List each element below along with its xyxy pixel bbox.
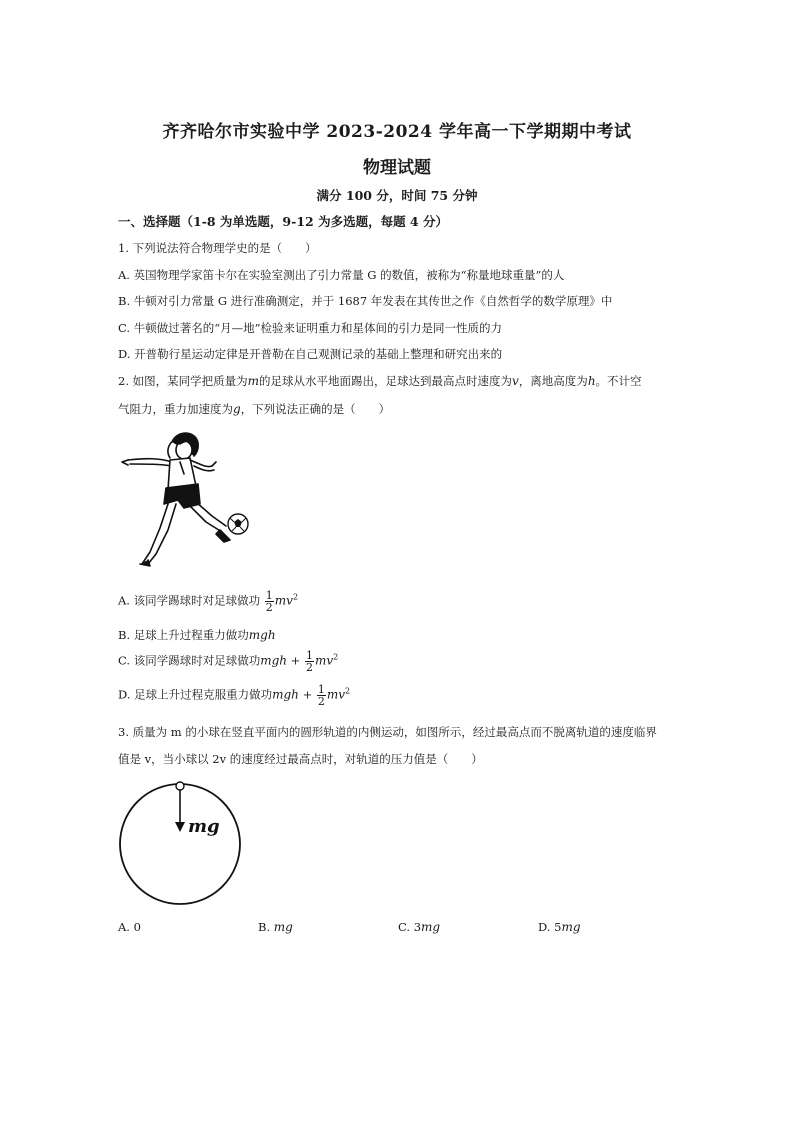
q1-option-d: D. 开普勒行星运动定律是开普勒在自己观测记录的基础上整理和研究出来的 xyxy=(118,347,503,361)
arrow-head-icon xyxy=(175,822,185,832)
q1-option-c: C. 牛顿做过著名的“月—地”检验来证明重力和星体间的引力是同一性质的力 xyxy=(118,321,502,335)
figure-label-mg: mg xyxy=(188,816,220,837)
soccer-ball-icon xyxy=(228,514,248,534)
fraction: $\frac{1}{2}$ xyxy=(305,649,313,674)
exam-meta: 满分 100 分，时间 75 分钟 xyxy=(316,188,478,203)
fraction: $\frac{1}{2}$ xyxy=(317,683,325,708)
circular-track-figure xyxy=(116,780,248,908)
q3-stem-line2: 值是 v，当小球以 2v 的速度经过最高点时，对轨道的压力值是（ ） xyxy=(118,752,483,766)
q3-choice-c: C. 3mg xyxy=(398,920,441,934)
q3-choice-a: A. 0 xyxy=(118,920,141,934)
q2-stem-line2: 气阻力，重力加速度为g，下列说法正确的是（ ） xyxy=(118,402,391,416)
q3-choice-b: B. mg xyxy=(258,920,293,934)
q1-option-b: B. 牛顿对引力常量 G 进行准确测定，并于 1687 年发表在其传世之作《自然哲学的数学原理》中 xyxy=(118,294,613,308)
exam-title: 齐齐哈尔市实验中学 2023-2024 学年高一下学期期中考试 xyxy=(162,122,632,142)
q2-option-a: A. 该同学踢球时对足球做功 $\frac{1}{2}$ $mv^2$ xyxy=(118,589,299,614)
fraction: $\frac{1}{2}$ xyxy=(265,589,273,614)
q3-choice-d: D. 5mg xyxy=(538,920,581,934)
q2-option-d: D. 足球上升过程克服重力做功mgh + $\frac{1}{2}$ $mv^2$ xyxy=(118,683,351,708)
exam-subtitle: 物理试题 xyxy=(363,158,431,178)
soccer-player-figure xyxy=(120,428,252,572)
q2-option-c: C. 该同学踢球时对足球做功mgh + $\frac{1}{2}$ $mv^2$ xyxy=(118,649,339,674)
q2-option-b: B. 足球上升过程重力做功mgh xyxy=(118,628,276,642)
q1-option-a: A. 英国物理学家笛卡尔在实验室测出了引力常量 G 的数值，被称为“称量地球重量”的人 xyxy=(118,268,565,282)
section-heading: 一、选择题（1-8 为单选题，9-12 为多选题，每题 4 分） xyxy=(118,214,448,229)
q3-stem-line1: 3. 质量为 m 的小球在竖直平面内的圆形轨道的内侧运动，如图所示，经过最高点而不脱离轨道的速度临界 xyxy=(118,725,657,739)
ball-icon xyxy=(176,782,184,790)
q2-stem-line1: 2. 如图，某同学把质量为m的足球从水平地面踢出，足球达到最高点时速度为v，离地高度为h。不计空 xyxy=(118,374,642,388)
q1-stem: 1. 下列说法符合物理学史的是（ ） xyxy=(118,241,317,255)
